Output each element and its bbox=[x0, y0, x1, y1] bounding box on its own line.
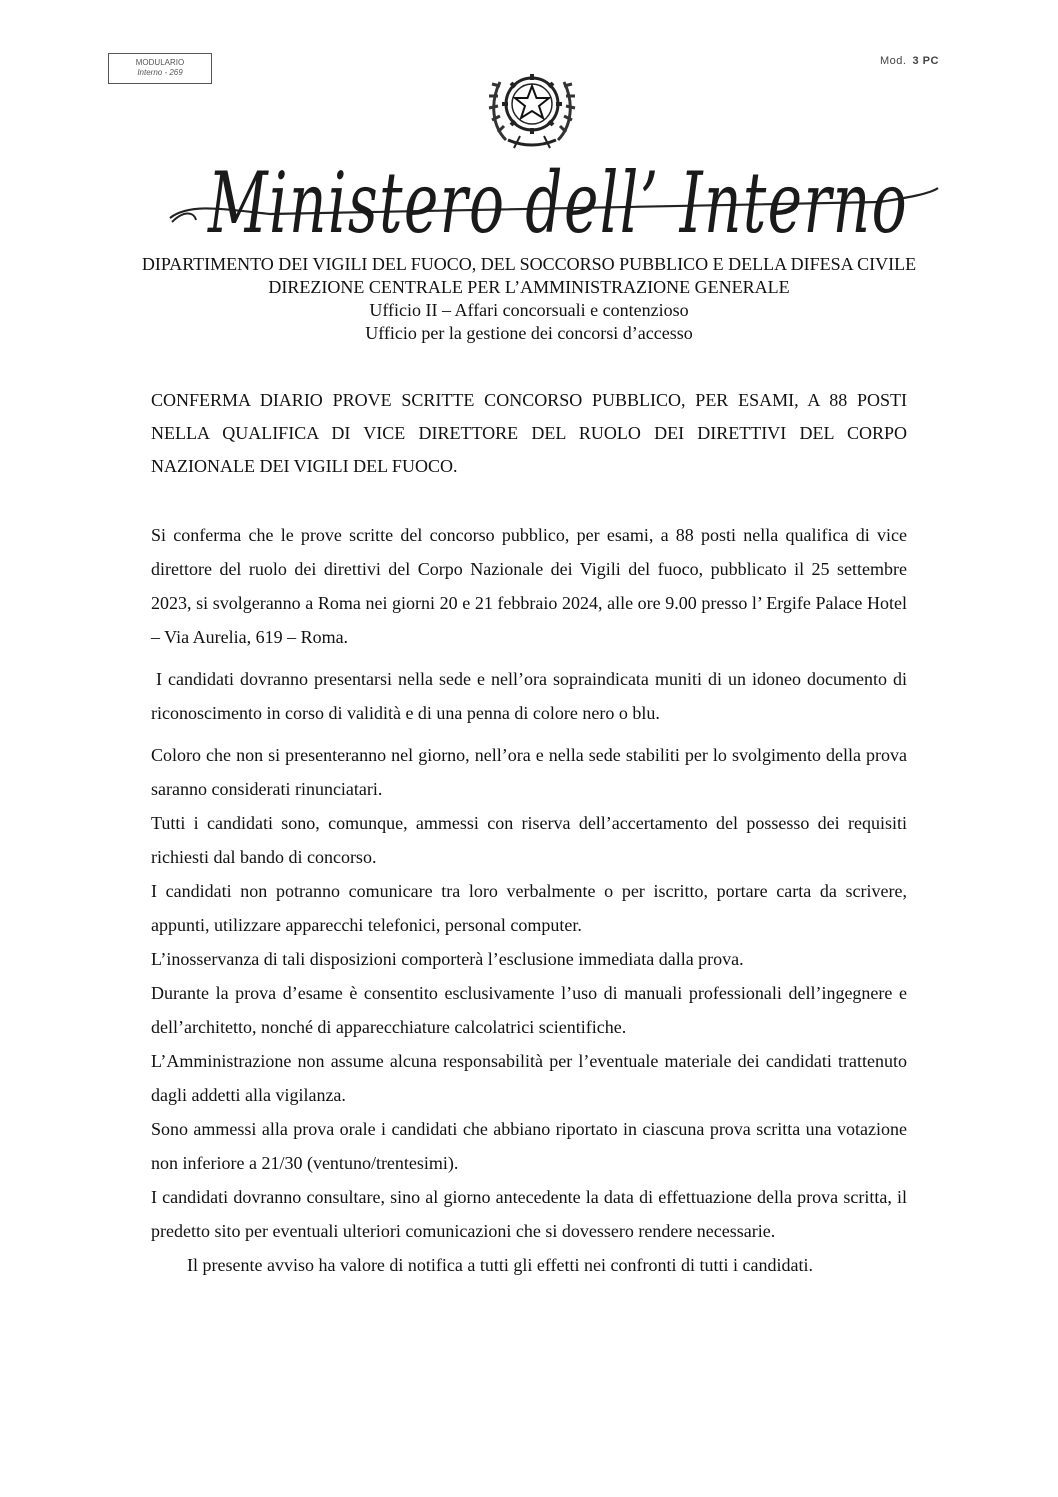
header-office: Ufficio II – Affari concorsuali e contenzioso bbox=[369, 300, 689, 320]
svg-text:Ministero dell’ Interno: Ministero dell’ Interno bbox=[206, 154, 909, 250]
header-direction: DIREZIONE CENTRALE PER L’AMMINISTRAZIONE GENERALE bbox=[268, 277, 790, 297]
paragraph-notification: Il presente avviso ha valore di notifica a tutti gli effetti nei confronti di tutti i candidati. bbox=[187, 1255, 813, 1275]
paragraph-communication-ban: I candidati non potranno comunicare tra loro verbalmente o per iscritto, portare carta da scrivere, appunti, utilizzare apparecchi telefonici, personal computer. bbox=[151, 881, 907, 935]
modulario-label: MODULARIO bbox=[135, 58, 185, 67]
paragraph-candidate-requirements: I candidati dovranno presentarsi nella sede e nell’ora sopraindicata muniti di un idoneo documento di riconoscimento in corso di validità e di una penna di colore nero o blu. bbox=[151, 669, 907, 723]
form-code-prefix: Mod. bbox=[880, 55, 907, 67]
paragraph-absence-rule: Coloro che non si presenteranno nel giorno, nell’ora e nella sede stabiliti per lo svolgimento della prova saranno considerati rinunciatari. bbox=[151, 745, 907, 799]
paragraph-exam-schedule: Si conferma che le prove scritte del concorso pubblico, per esami, a 88 posti nella qualifica di vice direttore del ruolo dei direttivi del Corpo Nazionale dei Vigili del fuoco, pubblicato il 25 settembre 2023, si svolgeranno a Roma nei giorni 20 e 21 febbraio 2024, alle ore 9.00 presso l’ Ergife Palace Hotel – Via Aurelia, 619 – Roma. bbox=[151, 525, 907, 647]
paragraph-exclusion: L’inosservanza di tali disposizioni comporterà l’esclusione immediata dalla prova. bbox=[151, 949, 744, 969]
modulario-number: Interno - 269 bbox=[137, 68, 183, 77]
modulario-form-box bbox=[108, 53, 212, 84]
form-code-value: 3 PC bbox=[912, 55, 939, 67]
paragraph-admission-reserve: Tutti i candidati sono, comunque, ammessi con riserva dell’accertamento del possesso dei requisiti richiesti dal bando di concorso. bbox=[151, 813, 907, 867]
paragraph-consult-site: I candidati dovranno consultare, sino al giorno antecedente la data di effettuazione della prova scritta, il predetto sito per eventuali ulteriori comunicazioni che si dovessero rendere necessarie. bbox=[151, 1187, 907, 1241]
document-body bbox=[151, 518, 907, 1282]
document-subject: CONFERMA DIARIO PROVE SCRITTE CONCORSO PUBBLICO, PER ESAMI, A 88 POSTI NELLA QUALIFICA DI VICE DIRETTORE DEL RUOLO DEI DIRETTIVI DEL CORPO NAZIONALE DEI VIGILI DEL FUOCO. bbox=[151, 390, 907, 476]
paragraph-oral-admission: Sono ammessi alla prova orale i candidati che abbiano riportato in ciascuna prova scritta una votazione non inferiore a 21/30 (ventuno/trentesimi). bbox=[151, 1119, 907, 1173]
header-sub-office: Ufficio per la gestione dei concorsi d’accesso bbox=[365, 323, 693, 343]
header-department: DIPARTIMENTO DEI VIGILI DEL FUOCO, DEL SOCCORSO PUBBLICO E DELLA DIFESA CIVILE bbox=[141, 254, 917, 274]
ministry-script-logo bbox=[160, 140, 940, 250]
paragraph-liability: L’Amministrazione non assume alcuna responsabilità per l’eventuale materiale dei candidati trattenuto dagli addetti alla vigilanza. bbox=[151, 1051, 907, 1105]
paragraph-allowed-materials: Durante la prova d’esame è consentito esclusivamente l’uso di manuali professionali dell’ingegnere e dell’architetto, nonché di apparecchiature calcolatrici scientifiche. bbox=[151, 983, 907, 1037]
department-header bbox=[60, 253, 998, 345]
italian-republic-emblem-icon bbox=[486, 56, 578, 152]
form-code bbox=[880, 55, 939, 67]
